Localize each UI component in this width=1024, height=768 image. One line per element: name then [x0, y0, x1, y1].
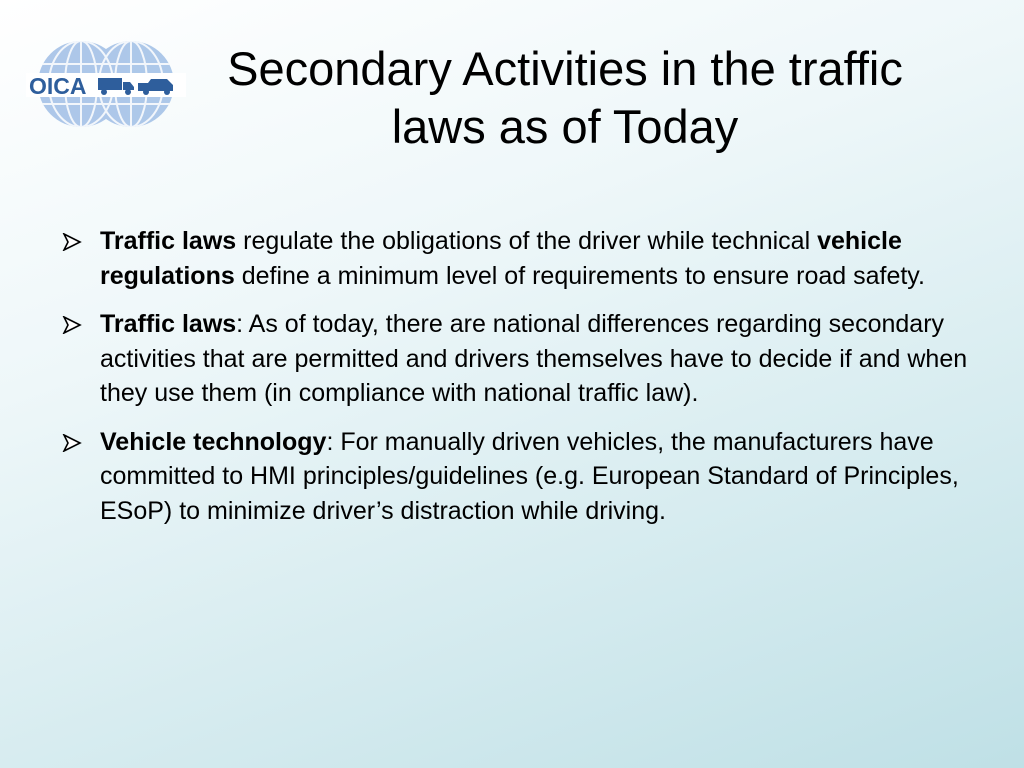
logo-text: OICA	[29, 73, 87, 99]
arrow-bullet-icon	[62, 233, 82, 251]
title-line-1: Secondary Activities in the traffic	[227, 42, 903, 95]
title-line-2: laws as of Today	[391, 100, 739, 153]
bullet-item	[60, 425, 970, 529]
arrow-bullet-icon	[62, 316, 82, 334]
oica-logo	[26, 40, 186, 132]
arrow-bullet-icon	[62, 434, 82, 452]
bullet-text: define a minimum level of requirements to ensure road safety.	[234, 261, 925, 290]
bullet-text: regulate the obligations of the driver while technical	[236, 227, 818, 255]
bullet-bold: Traffic laws	[100, 310, 237, 338]
bullet-text: : For manually driven vehicles, the manufacturers have committed to HMI principles/guidelines (e.g. European Standard of Principles, ESoP) to minimize driver’s distraction while driving.	[100, 427, 959, 525]
bullet-text: : As of today, there are national differences regarding secondary activities that are permitted and drivers themselves have to decide if and when they use them (in compliance with national traffic law).	[100, 310, 968, 407]
bullet-item	[60, 224, 970, 293]
bullet-bold: Vehicle technology	[100, 427, 327, 456]
slide-title	[180, 40, 950, 156]
bullet-bold: vehicle regulations	[100, 227, 902, 290]
oica-globe-logo-icon	[26, 40, 186, 132]
bullet-item	[60, 307, 970, 411]
bullet-bold: Traffic laws	[100, 227, 237, 255]
bullet-list	[60, 224, 970, 542]
